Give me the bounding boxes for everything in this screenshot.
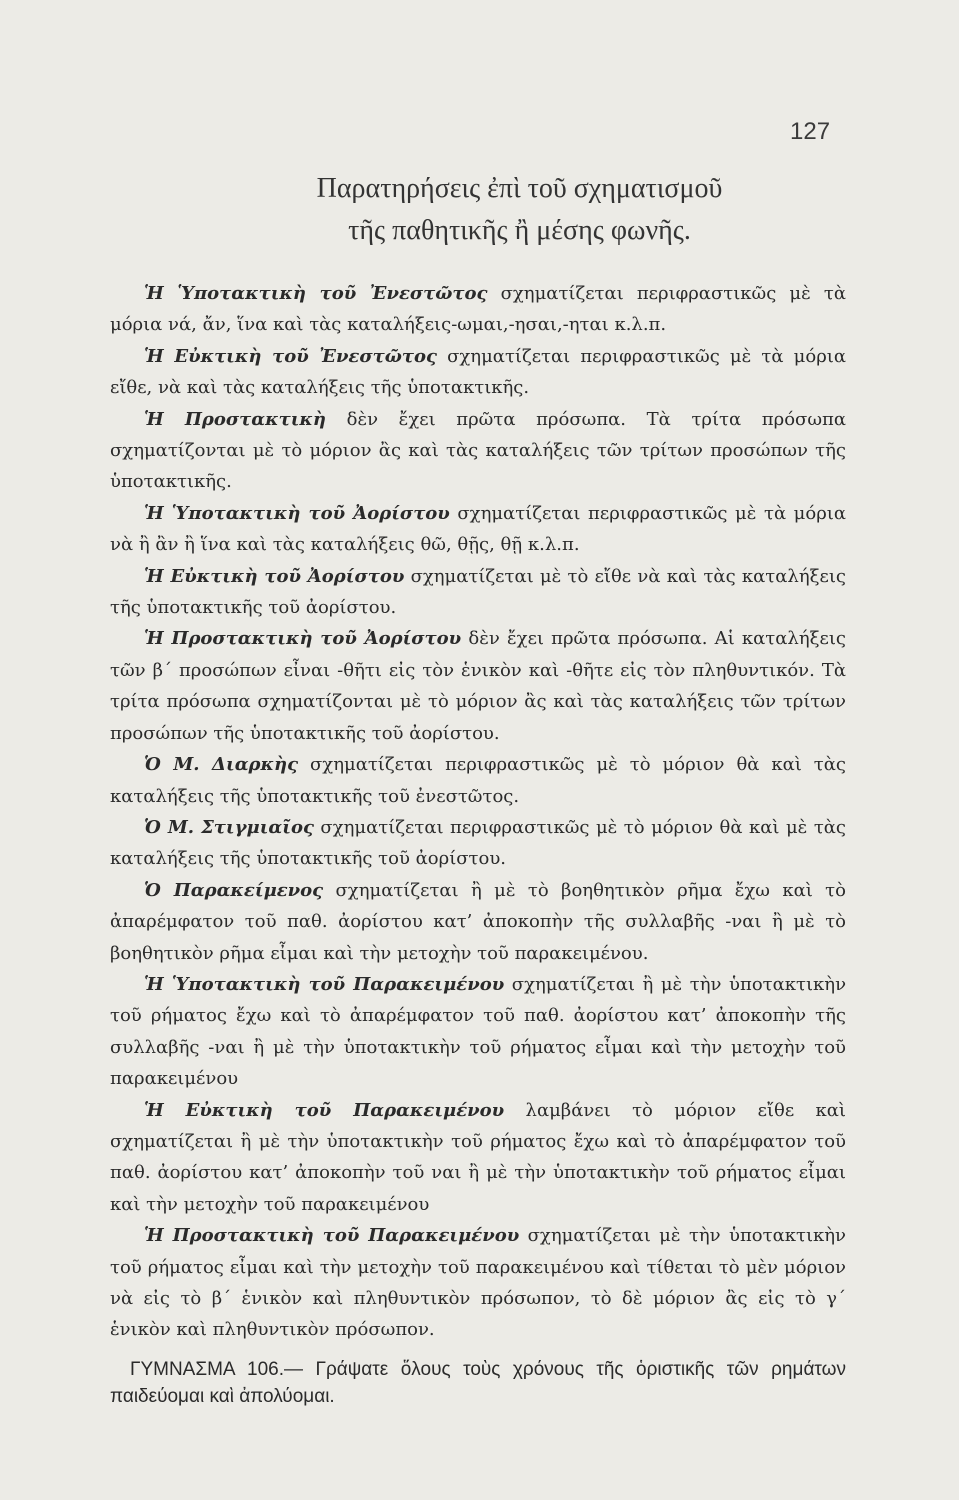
section-title — [0, 168, 959, 252]
paragraph-text: σχηματίζεται μὲ τὴν ὑποτακτικὴν τοῦ ρήματος εἶμαι καὶ τὴν μετοχὴν τοῦ παρακειμένου καὶ τίθεται τὸ μὲν μόριον νὰ εἰς τὸ β´ ἑνικὸν καὶ πληθυντικὸν πρόσωπον, τὸ δὲ μόριον ἂς εἰς τὸ γ´ ἑνικὸν καὶ πληθυντικὸν πρόσωπον. — [110, 1225, 847, 1341]
term-lead: Ὁ Μ. Στιγμιαῖος — [144, 816, 314, 838]
paragraph-text: σχηματίζεται περιφραστικῶς μὲ τὰ μόρια εἴθε, νὰ καὶ τὰς καταλήξεις τῆς ὑποτακτικῆς. — [110, 345, 846, 399]
paragraph-text: δὲν ἔχει πρῶτα πρόσωπα. Αἱ καταλήξεις τῶν β´ προσώπων εἶναι -θῆτι εἰς τὸν ἑνικὸν καὶ -θῆτε εἰς τὸν πληθυντικόν. Τὰ τρίτα πρόσωπα σχηματίζονται μὲ τὸ μόριον ἂς καὶ τὰς καταλήξεις τῶν τρίτων προσώπων τῆς ὑποτακτικῆς τοῦ ἀορίστου. — [110, 628, 846, 744]
paragraph-optative-present — [110, 341, 846, 404]
term-lead: Ἡ Εὐκτικὴ τοῦ Ἀορίστου — [144, 565, 405, 587]
term-lead: Ὁ Μ. Διαρκὴς — [144, 754, 299, 776]
paragraph-text: σχηματίζεται περιφραστικῶς μὲ τὰ μόρια νὰ ἢ ἂν ἢ ἵνα καὶ τὰς καταλήξεις θῶ, θῇς, θῇ κ.λ.π. — [110, 502, 846, 556]
paragraph-optative-aorist — [110, 561, 846, 624]
paragraph-imperative — [110, 404, 846, 498]
paragraph-perfect — [110, 875, 846, 969]
paragraph-text: λαμβάνει τὸ μόριον εἴθε καὶ σχηματίζεται ἢ μὲ τὴν ὑποτακτικὴν τοῦ ρήματος ἔχω καὶ τὸ ἀπαρέμφατον τοῦ παθ. ἀορίστου κατ’ ἀποκοπὴν τοῦ ναι ἢ μὲ τὴν ὑποτακτικὴν τοῦ ρήματος εἶμαι καὶ τὴν μετοχὴν τοῦ παρακειμένου — [110, 1099, 846, 1215]
term-lead: Ἡ Ὑποτακτικὴ τοῦ Παρακειμένου — [144, 973, 505, 995]
paragraph-subjunctive-perfect — [110, 969, 846, 1095]
term-lead: Ἡ Προστακτικὴ τοῦ Παρακειμένου — [144, 1225, 520, 1247]
page-number: 127 — [790, 118, 831, 145]
paragraph-imperative-perfect — [110, 1220, 846, 1346]
paragraph-text: σχηματίζεται περιφραστικῶς μὲ τὸ μόριον θὰ καὶ τὰς καταλήξεις τῆς ὑποτακτικῆς τοῦ ἐνεστῶτος. — [110, 754, 847, 807]
term-lead: Ἡ Εὐκτικὴ τοῦ Ἐνεστῶτος — [144, 345, 437, 367]
paragraph-subjunctive-present — [110, 278, 846, 341]
term-lead: Ἡ Ὑποτακτικὴ τοῦ Ἐνεστῶτος — [144, 283, 488, 304]
paragraph-text: σχηματίζεται περιφραστικῶς μὲ τὰ μόρια νά, ἄν, ἵνα καὶ τὰς καταλήξεις-ωμαι,-ησαι,-ηται κ.λ.π. — [110, 283, 846, 336]
paragraph-imperative-aorist — [110, 623, 846, 749]
body-text — [110, 278, 846, 1429]
paragraph-text: σχηματίζεται μὲ τὸ εἴθε νὰ καὶ τὰς καταλήξεις τῆς ὑποτακτικῆς τοῦ ἀορίστου. — [110, 565, 846, 619]
term-lead: Ἡ Ὑποτακτικὴ τοῦ Ἀορίστου — [144, 502, 450, 524]
section-title-line-2: τῆς παθητικῆς ἢ μέσης φωνῆς. — [348, 215, 691, 246]
term-lead: Ὁ Παρακείμενος — [144, 879, 324, 901]
term-lead: Ἡ Εὐκτικὴ τοῦ Παρακειμένου — [144, 1099, 505, 1121]
paragraph-text: δὲν ἔχει πρῶτα πρόσωπα. Τὰ τρίτα πρόσωπα σχηματίζονται μὲ τὸ μόριον ἂς καὶ τὰς καταλήξεις τῶν τρίτων προσώπων τῆς ὑποτακτικῆς. — [110, 408, 846, 493]
paragraph-text: σχηματίζεται ἢ μὲ τὸ βοηθητικὸν ρῆμα ἔχω καὶ τὸ ἀπαρέμφατον τοῦ παθ. ἀορίστου κατ’ ἀποκοπὴν τῆς συλλαβῆς -ναι ἢ μὲ τὸ βοηθητικὸν ρῆμα εἶμαι καὶ τὴν μετοχὴν τοῦ παρακειμένου. — [110, 879, 846, 964]
section-title-line-1: Παρατηρήσεις ἐπὶ τοῦ σχηματισμοῦ — [316, 173, 723, 204]
paragraph-text: σχηματίζεται περιφραστικῶς μὲ τὸ μόριον θὰ καὶ μὲ τὰς καταλήξεις τῆς ὑποτακτικῆς τοῦ ἀορίστου. — [110, 816, 847, 870]
paragraph-future-simple — [110, 812, 846, 875]
paragraph-text: σχηματίζεται ἢ μὲ τὴν ὑποτακτικὴν τοῦ ρήματος ἔχω καὶ τὸ ἀπαρέμφατον τοῦ παθ. ἀορίστου κατ’ ἀποκοπὴν τῆς συλλαβῆς -ναι ἢ μὲ τὴν ὑποτακτικὴν τοῦ ρήματος εἶμαι καὶ τὴν μετοχὴν τοῦ παρακειμένου — [110, 973, 847, 1090]
exercise-106: ΓΥΜΝΑΣΜΑ 106.— Γράψατε ὅλους τοὺς χρόνους τῆς ὁριστικῆς τῶν ρημάτων παιδεύομαι καὶ ἀπολύομαι. — [110, 1358, 846, 1407]
term-lead: Ἡ Προστακτικὴ — [144, 408, 326, 430]
paragraph-subjunctive-aorist — [110, 498, 846, 561]
paragraph-optative-perfect — [110, 1095, 846, 1221]
term-lead: Ἡ Προστακτικὴ τοῦ Ἀορίστου — [144, 628, 462, 650]
paragraph-future-continuous — [110, 749, 846, 812]
